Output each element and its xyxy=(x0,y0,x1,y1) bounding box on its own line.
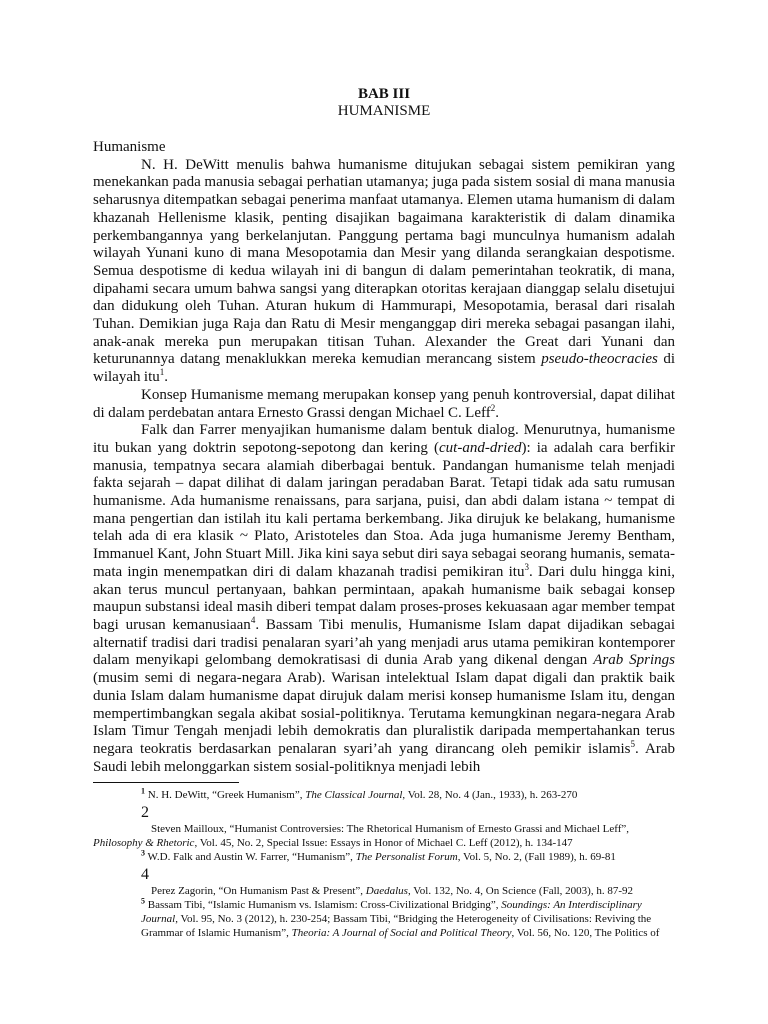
italic-term: pseudo-theocracies xyxy=(541,351,658,368)
footnote-journal: The Classical Journal xyxy=(305,789,403,802)
footnote-separator xyxy=(93,782,239,783)
paragraph-text: (musim semi di negara-negara Arab). Warisan intelektual Islam dapat digali dan praktik baik dunia Islam dalam humanisme dapat dirujuk dalam merisi konsep humanisme Islam itu, dengan mempertimbangkan segala akibat sosial-politiknya. Terutama kemungkinan negara-negara Arab Islam Timur Tengah menjadi lebih demokratis dan pluralistik daripada mempertahankan terus negara teokratis berdasarkan penalaran syari’ah yang dirancang oleh pemikir islamis xyxy=(93,670,675,757)
footnote-4-number: 4 xyxy=(141,866,149,884)
footnote-text: , Vol. 45, No. 2, Special Issue: Essays in Honor of Michael C. Leff (2012), h. 134-147 xyxy=(194,837,573,850)
paragraph-3 xyxy=(93,422,675,776)
footnote-number: 3 xyxy=(141,848,145,858)
footnotes xyxy=(93,788,675,940)
chapter-number: BAB III xyxy=(357,86,411,102)
paragraph-text: di wilayah itu xyxy=(93,351,675,386)
footnote-journal: Philosophy & Rhetoric xyxy=(93,837,195,850)
footnote-ref[interactable]: 3 xyxy=(524,561,529,572)
section-heading: Humanisme xyxy=(93,139,166,155)
footnote-ref[interactable]: 4 xyxy=(250,614,256,625)
footnote-1 xyxy=(93,788,675,802)
footnote-text: , Vol. 132, No. 4, On Science (Fall, 2003), h. 87-92 xyxy=(407,885,634,898)
paragraph-2 xyxy=(93,387,675,422)
paragraph-text: N. H. DeWitt menulis bahwa humanisme ditujukan sebagai sistem pemikiran yang menekankan pada manusia sebagai perhatian utamanya; juga pada sistem sosial di mana manusia seharusnya ditempatkan sebagai penerima manfaat utamanya. Elemen utama humanism di dalam khazanah Hellenisme klasik, penting disajikan bagaimana karakteristik di dalam dinamika perkembangannya yang berkelanjutan. Panggung pertama bagi munculnya humanism adalah wilayah Yunani kuno di mana Mesopotamia dan Mesir yang dilanda serangkaian despotisme. Semua despotisme di kedua wilayah ini di bangun di dalam pemerintahan teokratik, di mana, dipahami secara umum bahwa sangsi yang diterapkan otoritas kerajaan dianggap selalu disetujui dan didukung oleh Tuhan. Aturan hukum di Hammurapi, Mesopotamia, berasal dari risalah Tuhan. Demikian juga Raja dan Ratu di Mesir menganggap diri mereka sebagai pasangan ilahi, anak-anak mereka pun merupakan titisan Tuhan. Alexander the Great dari Yunani dan keturunannya datang menaklukkan mereka kemudian merancang sistem xyxy=(93,156,675,368)
footnote-number: 5 xyxy=(141,896,145,906)
footnote-ref[interactable]: 5 xyxy=(630,738,636,749)
italic-term: Arab Springs xyxy=(593,652,675,669)
footnote-text: Perez Zagorin, “On Humanism Past & Present”, xyxy=(151,885,366,898)
paragraph-text: . Dari dulu hingga kini, akan terus muncul pertanyaan, bahkan permintaan, apakah humanisme baik sebagai konsep maupun substansi ideal masih diberi tempat dalam proses-proses kekuasaan agar member tempat bagi urusan kemanusiaan xyxy=(93,563,676,633)
footnote-text: N. H. DeWitt, “Greek Humanism”, xyxy=(145,789,306,802)
italic-term: cut-and-dried xyxy=(439,439,522,456)
footnote-2-number: 2 xyxy=(141,804,149,822)
footnote-journal: Daedalus xyxy=(365,885,408,898)
paragraph-text: Falk dan Farrer menyajikan humanisme dalam bentuk dialog. Menurutnya, humanisme itu bukan yang doktrin sepotong-sepotong dan kering ( xyxy=(93,422,675,456)
footnote-journal: The Personalist Forum xyxy=(355,851,458,864)
footnote-text: , Vol. 95, No. 3 (2012), h. 230-254; Bassam Tibi, “Bridging the Heterogeneity of Civilisations: Reviving the Grammar of Islamic Humanism”, xyxy=(141,913,652,940)
footnote-5 xyxy=(93,898,675,940)
paragraph-text: . xyxy=(495,404,499,421)
paragraph-text: . xyxy=(164,369,169,386)
footnote-text: W.D. Falk and Austin W. Farrer, “Humanism”, xyxy=(145,851,356,864)
paragraph-text: . Bassam Tibi menulis, Humanisme Islam dapat dijadikan sebagai alternatif tradisi dari tradisi penalaran syari’ah yang menjadi arus utama pemikiran kontemporer dalam menyikapi gelombang demokratisasi di dunia Arab yang dikenal dengan xyxy=(93,616,675,669)
footnote-number: 1 xyxy=(141,786,145,796)
footnote-journal: Theoria: A Journal of Social and Political Theory xyxy=(291,927,512,940)
footnote-ref[interactable]: 2 xyxy=(490,402,496,413)
footnote-text: Bassam Tibi, “Islamic Humanism vs. Islamism: Cross-Civilizational Bridging”, xyxy=(145,899,502,912)
footnote-2: Steven Mailloux, “Humanist Controversies: The Rhetorical Humanism of Ernesto Grassi and Michael Leff”, xyxy=(151,823,629,836)
footnote-text: , Vol. 5, No. 2, (Fall 1989), h. 69-81 xyxy=(457,851,616,864)
footnote-ref[interactable]: 1 xyxy=(159,367,165,378)
footnote-2-cont xyxy=(93,836,675,850)
paragraph-1 xyxy=(93,157,675,387)
footnote-text: , Vol. 56, No. 120, The Politics of xyxy=(511,927,660,940)
footnote-4 xyxy=(93,884,675,898)
paragraph-text: . Arab Saudi lebih melonggarkan sistem sosial-politiknya menjadi lebih xyxy=(93,740,676,775)
chapter-title: HUMANISME xyxy=(337,103,431,119)
footnote-3 xyxy=(93,850,675,864)
paragraph-text: Konsep Humanisme memang merupakan konsep yang penuh kontroversial, dapat dilihat di dalam perdebatan antara Ernesto Grassi dengan Michael C. Leff xyxy=(93,386,675,421)
footnote-text: , Vol. 28, No. 4 (Jan., 1933), h. 263-270 xyxy=(402,789,578,802)
paragraph-text: ): ia adalah cara berfikir manusia, tempatnya secara alamiah diberbagai bentuk. Pandangan humanisme telah menjadi fakta sejarah – dapat dilihat di dalam jaringan peradaban Barat. Tetapi tidak ada satu rumusan humanisme. Ada humanisme renaissans, para sarjana, puisi, dan abdi dalam istana ~ tempat di mana pengertian dan istilah itu kali pertama berkembang. Jika dirujuk ke belakang, humanisme telah ada di era klasik ~ Plato, Aristoteles dan Stoa. Ada juga humanisme Jeremy Bentham, Immanuel Kant, John Stuart Mill. Jika kini saya sebut diri saya sebagai seorang humanis, semata-mata ingin menempatkan diri di dalam khazanah tradisi pemikiran itu xyxy=(93,439,675,580)
footnote-journal: Soundings: An Interdisciplinary Journal xyxy=(141,899,642,926)
